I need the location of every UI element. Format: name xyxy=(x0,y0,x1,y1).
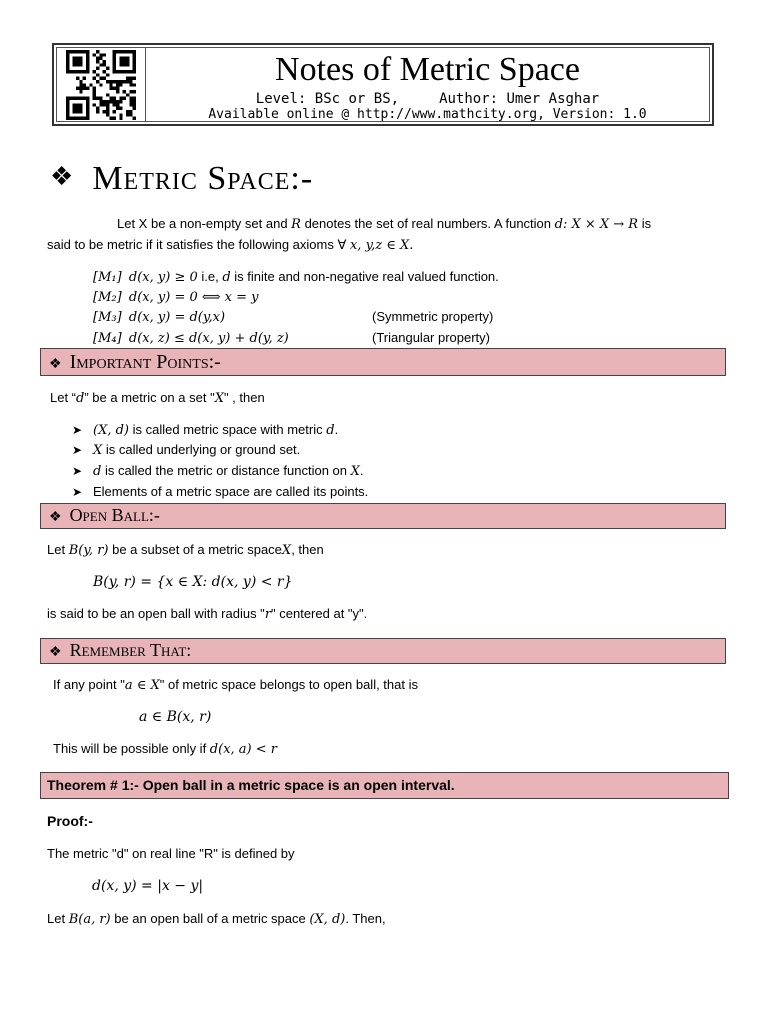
axiom-m3 xyxy=(93,309,494,326)
open-ball-bar xyxy=(40,503,726,529)
ob-text-c: , then xyxy=(291,542,324,557)
bullet-text: is called metric space with metric xyxy=(129,422,327,437)
bullet-text: Elements of a metric space are called its points. xyxy=(93,484,369,499)
pr2-math-b: B(a, r) xyxy=(68,912,111,927)
remember-heading-text: Remember That: xyxy=(69,640,192,660)
list-item xyxy=(72,422,338,439)
ob-math-b: B(y, r) xyxy=(68,543,109,558)
axiom-property: (Symmetric property) xyxy=(372,309,494,324)
axiom-formula: d(x, y) ≥ 0 xyxy=(128,270,198,285)
rem2-text: This will be possible only if xyxy=(53,741,210,756)
intro-line-1 xyxy=(117,216,651,233)
bullet-text-2: . xyxy=(334,422,339,437)
document-header xyxy=(52,43,714,126)
remember-bar xyxy=(40,638,726,664)
bullet-math-2: d xyxy=(326,423,335,438)
ob-text-a: Let xyxy=(47,542,69,557)
intro-text-c: is xyxy=(638,216,652,231)
remember-line-2 xyxy=(53,741,277,758)
level-author-line xyxy=(146,90,709,108)
remember-line-1 xyxy=(53,677,418,694)
axiom-property: (Triangular property) xyxy=(372,330,491,345)
axiom-text-b: is finite and non-negative real valued function. xyxy=(230,269,499,284)
open-ball-heading-text: Open Ball:- xyxy=(69,505,160,525)
intro2-text: said to be metric if it satisfies the following axioms ∀ xyxy=(47,237,350,252)
list-item xyxy=(72,442,300,459)
lead-math-d: d xyxy=(76,391,85,406)
intro-text-b: denotes the set of real numbers. A function xyxy=(300,216,555,231)
proof-line-2 xyxy=(47,911,386,928)
axiom-label: [M₂] xyxy=(93,290,122,305)
proof-label: Proof:- xyxy=(47,813,93,829)
axiom-label: [M₃] xyxy=(93,310,122,325)
metric-space-heading-text: Metric Space:- xyxy=(92,160,314,197)
theorem-text: Theorem # 1:- Open ball in a metric space is an open interval. xyxy=(47,777,455,793)
remember-heading xyxy=(49,639,191,664)
ob-text-b: be a subset of a metric space xyxy=(108,542,282,557)
rem-math: a ∈ X xyxy=(124,678,160,693)
list-item xyxy=(72,463,364,480)
intro-text-a: Let X be a non-empty set and xyxy=(117,216,292,231)
intro2-math: x, y,z ∈ X. xyxy=(349,238,414,253)
important-points-heading-text: Important Points:- xyxy=(69,351,221,373)
arrowhead-bullet-icon: ➤ xyxy=(72,423,83,437)
rem-text-a: If any point " xyxy=(53,677,125,692)
bullet-math: d xyxy=(93,464,102,479)
four-diamond-bullet-icon: ❖ xyxy=(50,162,75,191)
important-points-heading xyxy=(49,349,221,378)
intro-math-r: R xyxy=(291,217,301,232)
four-diamond-bullet-icon: ❖ xyxy=(49,357,62,372)
open-ball-formula: B(y, r) = {x ∈ X: d(x, y) < r} xyxy=(93,574,293,590)
qr-code-icon xyxy=(66,50,136,120)
axiom-formula: d(x, z) ≤ d(x, y) + d(y, z) xyxy=(128,331,289,346)
title-cell xyxy=(146,48,709,121)
axiom-m4 xyxy=(93,330,491,347)
lead-math-x: X xyxy=(214,391,224,406)
ob2-math-r: r xyxy=(264,607,272,622)
proof-formula: d(x, y) = |x − y| xyxy=(92,878,204,894)
axiom-label: [M₄] xyxy=(93,331,122,346)
bullet-text: is called underlying or ground set. xyxy=(102,442,301,457)
arrowhead-bullet-icon: ➤ xyxy=(72,464,83,478)
theorem-bar xyxy=(40,772,729,799)
proof-line-1: The metric "d" on real line "R" is defined by xyxy=(47,846,295,861)
metric-space-heading xyxy=(50,155,313,201)
bullet-math: X xyxy=(93,443,103,458)
pr2-text-c: . Then, xyxy=(345,911,386,926)
lead-text-a: Let “ xyxy=(50,390,77,405)
bullet-math: (X, d) xyxy=(93,423,129,438)
header-inner-frame xyxy=(56,47,710,122)
open-ball-line-1 xyxy=(47,542,324,559)
axiom-text: i.e, xyxy=(197,269,223,284)
bullet-math-2: X xyxy=(350,464,360,479)
arrowhead-bullet-icon: ➤ xyxy=(72,443,83,457)
important-points-bar xyxy=(40,348,726,376)
axiom-formula: d(x, y) = d(y,x) xyxy=(128,310,226,325)
open-ball-line-2 xyxy=(47,606,367,623)
lead-text-c: " , then xyxy=(223,390,265,405)
author-label: Author: Umer Asghar xyxy=(439,91,600,107)
lead-text-b: ” be a metric on a set " xyxy=(84,390,215,405)
ob2-text-b: " centered at "y". xyxy=(271,606,368,621)
open-ball-heading xyxy=(49,504,160,529)
qr-cell xyxy=(57,48,146,121)
level-label: Level: BSc or BS, xyxy=(255,91,400,107)
remember-formula: a ∈ B(x, r) xyxy=(139,709,212,725)
ob2-text-a: is said to be an open ball with radius " xyxy=(47,606,265,621)
rem-text-b: " of metric space belongs to open ball, that is xyxy=(159,677,418,692)
axiom-math-d: d xyxy=(222,270,231,285)
pr2-math-xd: (X, d) xyxy=(309,912,346,927)
intro-line-2 xyxy=(47,237,413,254)
important-points-lead xyxy=(50,390,265,407)
four-diamond-bullet-icon: ❖ xyxy=(49,645,62,660)
ob-math-x: X xyxy=(281,543,292,558)
four-diamond-bullet-icon: ❖ xyxy=(49,510,62,525)
axiom-formula: d(x, y) = 0 ⟺ x = y xyxy=(128,290,259,305)
bullet-text-2: . xyxy=(359,463,364,478)
axiom-m2 xyxy=(93,289,258,306)
arrowhead-bullet-icon: ➤ xyxy=(72,485,83,499)
axiom-m1 xyxy=(93,269,499,286)
list-item xyxy=(72,484,368,500)
axiom-label: [M₁] xyxy=(93,270,122,285)
rem2-math: d(x, a) < r xyxy=(209,742,277,757)
pr2-text-a: Let xyxy=(47,911,69,926)
document-title: Notes of Metric Space xyxy=(275,51,580,88)
bullet-text: is called the metric or distance function on xyxy=(101,463,351,478)
intro-math-function: d: X × X → R xyxy=(554,217,639,232)
pr2-text-b: be an open ball of a metric space xyxy=(110,911,310,926)
online-version-line: Available online @ http://www.mathcity.org, Version: 1.0 xyxy=(208,107,647,122)
